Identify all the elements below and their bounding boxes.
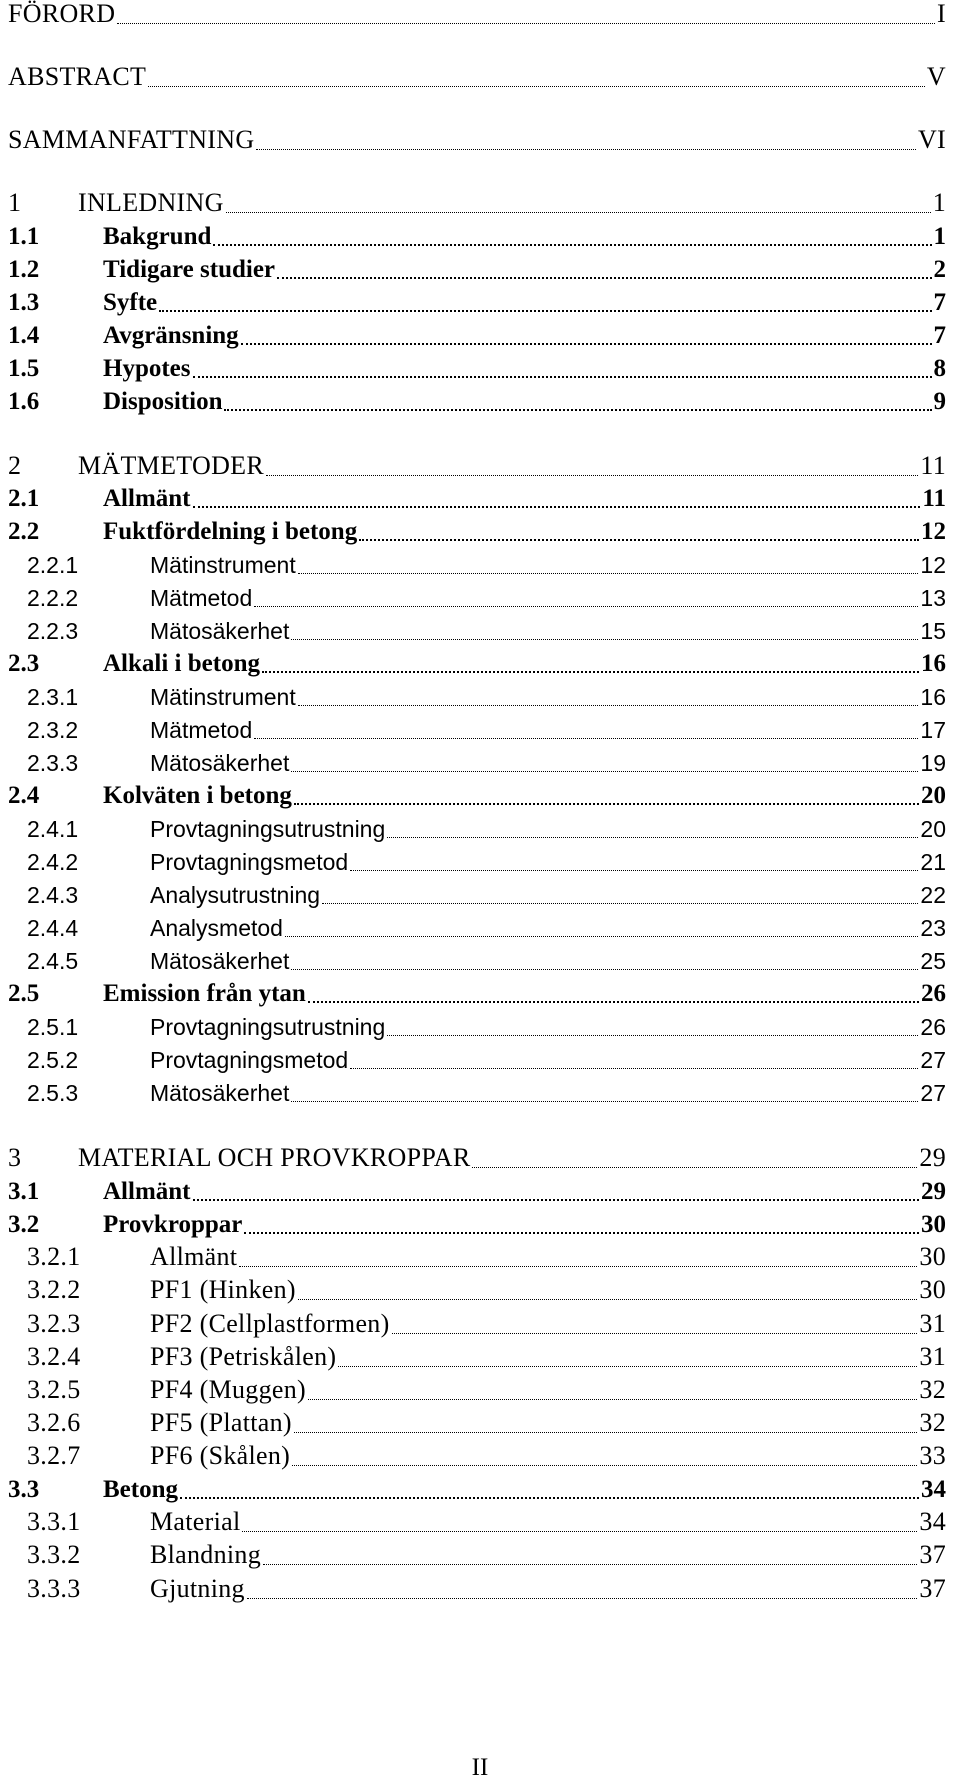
toc-entry[interactable]: [0, 549, 960, 581]
toc-entry-title: Analysutrustning: [150, 882, 321, 908]
toc-entry-number: 1.2: [8, 256, 40, 283]
toc-entry[interactable]: [0, 1408, 960, 1440]
toc-entry-page: 30: [919, 1242, 946, 1271]
dot-leader: [359, 539, 919, 541]
toc-entry-page: 31: [919, 1309, 946, 1338]
dot-leader: [193, 506, 920, 508]
toc-entry-number: 2.3.3: [27, 750, 79, 776]
dot-leader: [350, 870, 918, 871]
dot-leader: [193, 376, 932, 378]
toc-entry-title: Mätinstrument: [150, 684, 296, 710]
toc-entry-title: PF4 (Muggen): [150, 1375, 306, 1404]
toc-entry-title: Emission från ytan: [103, 980, 306, 1007]
toc-entry[interactable]: [0, 221, 960, 253]
toc-entry[interactable]: [0, 62, 960, 94]
toc-entry-title: Avgränsning: [103, 322, 239, 349]
toc-entry-number: 2.4.1: [27, 816, 79, 842]
toc-entry-number: 2.2.1: [27, 552, 79, 578]
toc-entry[interactable]: [0, 1176, 960, 1208]
toc-entry-page: 20: [921, 782, 946, 809]
dot-leader: [472, 1167, 917, 1168]
toc-entry-page: 1: [932, 188, 946, 217]
toc-entry-page: 27: [920, 1080, 946, 1106]
dot-leader: [224, 409, 932, 411]
toc-entry[interactable]: [0, 1574, 960, 1606]
toc-entry-page: 12: [920, 552, 946, 578]
toc-entry-title: Syfte: [103, 289, 158, 316]
toc-entry-number: 1.4: [8, 322, 40, 349]
toc-entry-title: Allmänt: [103, 485, 191, 512]
toc-entry[interactable]: [0, 353, 960, 385]
dot-leader: [298, 573, 918, 574]
toc-entry[interactable]: [0, 714, 960, 746]
toc-entry-page: 13: [920, 585, 946, 611]
toc-entry[interactable]: [0, 1209, 960, 1241]
toc-entry[interactable]: [0, 451, 960, 483]
dot-leader: [392, 1333, 917, 1334]
toc-entry[interactable]: [0, 1011, 960, 1043]
toc-entry-page: 8: [933, 355, 946, 382]
toc-entry[interactable]: [0, 879, 960, 911]
toc-entry-page: 31: [919, 1342, 946, 1371]
dot-leader: [159, 310, 932, 312]
toc-entry-title: INLEDNING: [78, 188, 224, 217]
toc-entry[interactable]: [0, 681, 960, 713]
toc-entry-number: 3.2.2: [27, 1275, 81, 1304]
toc-entry-page: 7: [933, 322, 946, 349]
toc-entry-page: 30: [919, 1275, 946, 1304]
toc-entry-page: 29: [919, 1143, 946, 1172]
toc-entry-number: 3.2: [8, 1211, 40, 1238]
toc-entry-page: 29: [921, 1178, 946, 1205]
toc-entry-number: 2.4.5: [27, 948, 79, 974]
toc-entry[interactable]: [0, 615, 960, 647]
toc-entry[interactable]: [0, 483, 960, 515]
dot-leader: [322, 903, 918, 904]
dot-leader: [298, 1299, 917, 1300]
toc-entry-number: 2.3: [8, 650, 40, 677]
toc-entry-title: Provtagningsmetod: [150, 1047, 349, 1073]
toc-entry[interactable]: [0, 1309, 960, 1341]
toc-entry-page: 21: [920, 849, 946, 875]
toc-entry-number: 3.2.6: [27, 1408, 81, 1437]
toc-entry[interactable]: [0, 912, 960, 944]
toc-entry-title: Provtagningsutrustning: [150, 1014, 386, 1040]
dot-leader: [263, 1564, 917, 1565]
toc-entry-title: Allmänt: [103, 1178, 191, 1205]
toc-entry[interactable]: [0, 813, 960, 845]
toc-entry[interactable]: [0, 287, 960, 319]
toc-entry-page: 20: [920, 816, 946, 842]
toc-entry-number: 1: [8, 188, 22, 217]
dot-leader: [193, 1199, 919, 1201]
dot-leader: [277, 277, 932, 279]
toc-entry-page: 32: [919, 1375, 946, 1404]
dot-leader: [226, 212, 931, 213]
toc-entry-number: 3.3.3: [27, 1574, 81, 1603]
toc-entry-page: I: [937, 0, 946, 28]
toc-entry-page: 15: [920, 618, 946, 644]
toc-entry[interactable]: [0, 1375, 960, 1407]
toc-entry-page: 7: [933, 289, 946, 316]
dot-leader: [239, 1266, 917, 1267]
toc-entry-number: 2.2.3: [27, 618, 79, 644]
toc-entry-page: 26: [920, 1014, 946, 1040]
toc-entry-page: 33: [919, 1441, 946, 1470]
dot-leader: [254, 606, 918, 607]
toc-entry-number: 2.1: [8, 485, 40, 512]
dot-leader: [117, 23, 935, 24]
toc-entry-title: PF5 (Plattan): [150, 1408, 292, 1437]
toc-entry-number: 2.3.2: [27, 717, 79, 743]
toc-entry-title: Provtagningsutrustning: [150, 816, 386, 842]
toc-entry[interactable]: [0, 0, 960, 31]
toc-entry-page: 16: [921, 650, 946, 677]
toc-entry-title: MATERIAL OCH PROVKROPPAR: [78, 1143, 471, 1172]
toc-entry-page: 11: [920, 451, 946, 480]
toc-entry-title: PF1 (Hinken): [150, 1275, 296, 1304]
toc-entry-title: SAMMANFATTNING: [8, 125, 255, 154]
toc-entry[interactable]: [0, 1242, 960, 1274]
toc-entry-number: 3.3.1: [27, 1507, 81, 1536]
toc-entry-page: 30: [921, 1211, 946, 1238]
toc-entry[interactable]: [0, 125, 960, 157]
dot-leader: [294, 803, 919, 805]
toc-entry-number: 2.2.2: [27, 585, 79, 611]
toc-entry-title: Betong: [103, 1476, 178, 1503]
toc-entry-number: 3.3: [8, 1476, 40, 1503]
toc-entry[interactable]: [0, 978, 960, 1010]
toc-entry-page: 27: [920, 1047, 946, 1073]
toc-entry[interactable]: [0, 747, 960, 779]
toc-entry-page: 2: [933, 256, 946, 283]
toc-entry-title: Mätmetod: [150, 717, 253, 743]
dot-leader: [242, 1531, 917, 1532]
toc-entry-title: Provtagningsmetod: [150, 849, 349, 875]
toc-entry-title: Hypotes: [103, 355, 191, 382]
toc-entry-title: Mätosäkerhet: [150, 948, 290, 974]
dot-leader: [294, 1432, 917, 1433]
toc-entry-number: 2.2: [8, 518, 40, 545]
toc-entry-number: 3.3.2: [27, 1540, 81, 1569]
toc-entry[interactable]: [0, 254, 960, 286]
toc-entry[interactable]: [0, 1275, 960, 1307]
toc-entry-title: Analysmetod: [150, 915, 283, 941]
dot-leader: [298, 705, 918, 706]
dot-leader: [308, 1001, 919, 1003]
toc-entry[interactable]: [0, 1077, 960, 1109]
toc-entry-title: Fuktfördelning i betong: [103, 518, 358, 545]
toc-entry-number: 3.2.4: [27, 1342, 81, 1371]
dot-leader: [262, 671, 919, 673]
dot-leader: [387, 837, 918, 838]
dot-leader: [292, 1465, 917, 1466]
toc-entry-page: 9: [933, 388, 946, 415]
dot-leader: [387, 1035, 918, 1036]
toc-entry-title: ABSTRACT: [8, 62, 147, 91]
toc-entry-number: 1.6: [8, 388, 40, 415]
toc-entry-number: 2.5.3: [27, 1080, 79, 1106]
dot-leader: [338, 1366, 917, 1367]
toc-entry-title: Blandning: [150, 1540, 262, 1569]
toc-entry-title: Allmänt: [150, 1242, 238, 1271]
toc-entry-title: MÄTMETODER: [78, 451, 264, 480]
dot-leader: [266, 475, 918, 476]
toc-entry[interactable]: [0, 1474, 960, 1506]
toc-entry-page: V: [926, 62, 946, 91]
toc-entry-title: Mätosäkerhet: [150, 750, 290, 776]
toc-entry-page: 32: [919, 1408, 946, 1437]
toc-entry-page: 34: [921, 1476, 946, 1503]
toc-entry-title: PF2 (Cellplastformen): [150, 1309, 390, 1338]
toc-entry[interactable]: [0, 1342, 960, 1374]
toc-entry-title: Kolväten i betong: [103, 782, 292, 809]
toc-entry-page: 34: [919, 1507, 946, 1536]
toc-entry-number: 3.2.1: [27, 1242, 81, 1271]
toc-entry-title: Disposition: [103, 388, 223, 415]
toc-entry-number: 2.5: [8, 980, 40, 1007]
dot-leader: [247, 1598, 917, 1599]
toc-entry-title: Mätosäkerhet: [150, 618, 290, 644]
toc-entry-number: 2.4.4: [27, 915, 79, 941]
toc-entry-number: 3.2.7: [27, 1441, 81, 1470]
toc-entry-number: 3: [8, 1143, 22, 1172]
toc-entry[interactable]: [0, 188, 960, 220]
toc-entry[interactable]: [0, 945, 960, 977]
toc-entry-page: 1: [933, 223, 946, 250]
dot-leader: [291, 771, 918, 772]
toc-entry-number: 3.2.5: [27, 1375, 81, 1404]
toc-entry[interactable]: [0, 582, 960, 614]
dot-leader: [148, 86, 925, 87]
toc-entry[interactable]: [0, 648, 960, 680]
toc-entry-title: Provkroppar: [103, 1211, 243, 1238]
toc-entry-page: 16: [920, 684, 946, 710]
toc-entry[interactable]: [0, 1441, 960, 1473]
toc-entry[interactable]: [0, 1143, 960, 1175]
dot-leader: [244, 1232, 919, 1234]
toc-entry-title: Mätosäkerhet: [150, 1080, 290, 1106]
dot-leader: [308, 1399, 917, 1400]
dot-leader: [291, 639, 918, 640]
toc-entry-number: 3.1: [8, 1178, 40, 1205]
dot-leader: [291, 969, 918, 970]
toc-entry-number: 2: [8, 451, 22, 480]
toc-entry-number: 2.4.3: [27, 882, 79, 908]
toc-entry-page: 12: [921, 518, 946, 545]
toc-entry[interactable]: [0, 780, 960, 812]
dot-leader: [256, 149, 916, 150]
toc-entry-title: Material: [150, 1507, 241, 1536]
toc-entry[interactable]: [0, 1044, 960, 1076]
dot-leader: [213, 244, 932, 246]
toc-entry-number: 1.3: [8, 289, 40, 316]
toc-entry-page: 22: [920, 882, 946, 908]
toc-entry[interactable]: [0, 386, 960, 418]
toc-entry-page: 19: [920, 750, 946, 776]
toc-entry[interactable]: [0, 516, 960, 548]
toc-entry[interactable]: [0, 846, 960, 878]
dot-leader: [291, 1101, 918, 1102]
toc-entry[interactable]: [0, 320, 960, 352]
toc-entry-number: 2.4.2: [27, 849, 79, 875]
toc-entry-number: 2.5.1: [27, 1014, 79, 1040]
toc-entry-title: Gjutning: [150, 1574, 245, 1603]
toc-entry-number: 2.3.1: [27, 684, 79, 710]
toc-entry-page: 23: [920, 915, 946, 941]
toc-entry-page: 17: [920, 717, 946, 743]
toc-entry[interactable]: [0, 1507, 960, 1539]
toc-entry-page: 37: [919, 1540, 946, 1569]
dot-leader: [285, 936, 918, 937]
dot-leader: [180, 1497, 919, 1499]
toc-entry-number: 1.5: [8, 355, 40, 382]
toc-entry-page: 11: [922, 485, 946, 512]
dot-leader: [254, 738, 918, 739]
toc-entry[interactable]: [0, 1540, 960, 1572]
dot-leader: [350, 1068, 918, 1069]
toc-entry-number: 1.1: [8, 223, 40, 250]
toc-entry-title: PF3 (Petriskålen): [150, 1342, 337, 1371]
page-number: II: [471, 1754, 489, 1781]
toc-entry-page: 26: [921, 980, 946, 1007]
toc-entry-title: Bakgrund: [103, 223, 212, 250]
toc-entry-page: 37: [919, 1574, 946, 1603]
toc-entry-title: PF6 (Skålen): [150, 1441, 291, 1470]
toc-entry-title: FÖRORD: [8, 0, 116, 28]
toc-entry-number: 2.5.2: [27, 1047, 79, 1073]
toc-entry-number: 3.2.3: [27, 1309, 81, 1338]
dot-leader: [241, 343, 932, 345]
toc-entry-page: 25: [920, 948, 946, 974]
toc-entry-title: Tidigare studier: [103, 256, 276, 283]
toc-entry-page: VI: [917, 125, 946, 154]
toc-entry-title: Mätmetod: [150, 585, 253, 611]
toc-entry-number: 2.4: [8, 782, 40, 809]
toc-entry-title: Alkali i betong: [103, 650, 260, 677]
toc-entry-title: Mätinstrument: [150, 552, 296, 578]
